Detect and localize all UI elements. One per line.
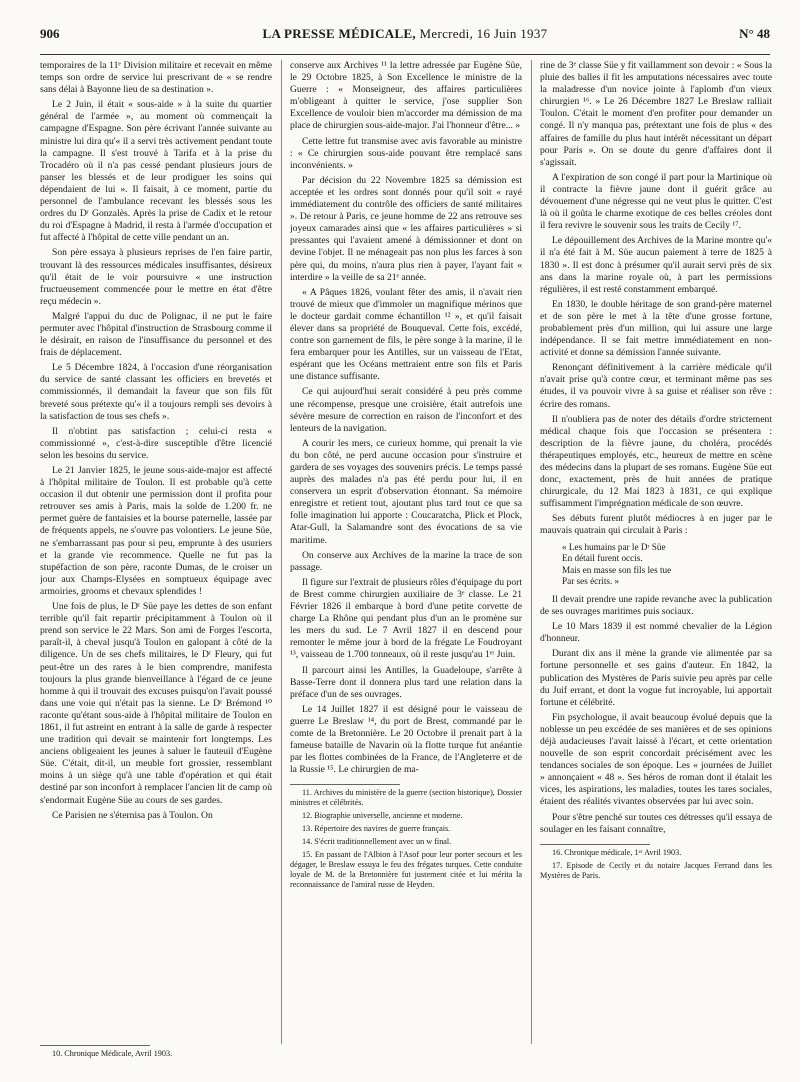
paragraph: Cette lettre fut transmise avec avis favorable au ministre : « Ce chirurgien sous-aide pouvant être remplacé sans inconvénients. » — [290, 135, 522, 171]
paragraph: Durant dix ans il mène la grande vie alimentée par sa fortune personnelle et ses gains d'auteur. En 1842, la publication des Mystères de Paris suivie peu après par celle du Juif errant, et dont la vogue fut incroyable, lui apportait fortune et célébrité. — [540, 648, 772, 708]
verse-line: Par ses écrits. » — [562, 576, 620, 587]
issue-date: Mercredi, 16 Juin 1937 — [419, 26, 548, 41]
page-number: 906 — [40, 26, 60, 41]
paragraph: « A Pâques 1826, voulant fêter des amis, il n'avait rien trouvé de mieux que d'immoler un magnifique mérinos que le docteur gardait comme échantillon ¹² », et qu'il faisait élever dans sa propriété de Bouqueval. Cette fois, excédé, contre son garnement de fils, le père songe à la marine, il le fera embarquer pour les Antilles, sur un vaisseau de l'Etat, espérant que les Océans mettraient entre son fils et Paris une distance suffisante. — [290, 286, 522, 383]
paragraph: Une fois de plus, le Dʳ Süe paye les dettes de son enfant terrible qu'il fait repartir précipitamment à Toulon où il prend son service le 22 Mars. Son ami de Forges l'escorta, paraît-il, à cheval jusqu'à Toulon en galopant à côté de la diligence. Un de ses chefs militaires, le Dʳ Fleury, qui fut peut-être un des rares à le bien comprendre, manifesta toujours la plus grande bienveillance à l'égard de ce jeune homme à qui il trouvait des excuses puisqu'on l'avait poussé dans une voie qui n'était pas la sienne. Le Dʳ Brémond ¹⁰ raconte qu'étant sous-aide à l'hôpital militaire de Toulon en 1861, il fut astreint en entrant à la salle de garde à respecter une tradition qui devait se maintenir fort longtemps. Les anciens obligeaient les jeunes à saluer le fauteuil d'Eugène Süe. C'était, dit-il, un meuble fort grossier, ressemblant moins à un siège qu'à une table d'opération et qui était destiné par son inconfort à remplacer l'ancien lit de camp où s'endormait Eugène Süe au cours de ses gardes. — [40, 601, 272, 806]
paragraph: Pour s'être penché sur toutes ces détresses qu'il essaya de soulager en les faisant connaître, — [540, 811, 772, 835]
paragraph: Le dépouillement des Archives de la Marine montre qu'« il n'a été fait à M. Süe aucun paiement à terre de 1825 à 1830 ». Il est donc à présumer qu'il aurait servi près de six ans dans la marine royale où, à part les permissions régulières, il est resté constamment embarqué. — [540, 235, 772, 295]
verse-line: « Les humains par le Dʳ Süe — [562, 541, 666, 552]
column-3 — [540, 60, 772, 1064]
paragraph: Fin psychologue, il avait beaucoup évolué depuis que la noblesse un peu excédée de ses manières et de ses opinions déjà audacieuses l'avait laissé à l'écart, et cette orientation nouvelle de son esprit concordait précisément avec les tendances sociales de son époque. Les « journées de Juillet » annonçaient « 48 ». Ses héros de roman dont il étalait les vices, les aspirations, les maladies, toutes les tares sociales, étaient des réalités vivantes observées par lui avec soin. — [540, 711, 772, 808]
paragraph: Malgré l'appui du duc de Polignac, il ne put le faire permuter avec l'hôpital d'instruction de Strasbourg comme il le désirait, en raison de l'insuffisance du personnel et des frais de déplacement. — [40, 310, 272, 359]
footnote: 11. Archives du ministère de la guerre (section historique), Dossier ministres et célébrités. — [290, 788, 522, 808]
column-1 — [40, 60, 272, 1064]
paragraph: Il figure sur l'extrait de plusieurs rôles d'équipage du port de Brest comme chirurgien auxiliaire de 3ᵉ classe. Le 21 Février 1826 il embarque à bord d'une petite corvette de charge La Rhône qui pendant plus d'un an le promène sur les mers du sud. Le 7 Avril 1827 il en descend pour remonter le même jour à bord de la frégate Le Foudroyant ¹³, vaisseau de 1.700 tonneaux, où il reste jusqu'au 1ᵉʳ Juin. — [290, 576, 522, 661]
column-divider — [281, 60, 282, 1044]
paragraph: Il parcourt ainsi les Antilles, la Guadeloupe, s'arrête à Basse-Terre dont il donnera plus tard une relation dans la préface d'un de ses ouvrages. — [290, 664, 522, 700]
header-rule — [40, 54, 770, 55]
column-divider — [531, 60, 532, 1044]
verse-line: En détail furent occis. — [562, 553, 643, 564]
paragraph: Ce qui aujourd'hui serait considéré à peu près comme une récompense, presque une croisière, était autrefois une sévère mesure de correction en raison de l'inconfort et des lenteurs de la navigation. — [290, 386, 522, 434]
paragraph: Le 14 Juillet 1827 il est désigné pour le vaisseau de guerre Le Breslaw ¹⁴, du port de Brest, commandé par le comte de la Bretonnière. Le 20 Octobre il prenait part à la fameuse bataille de Navarin où la flotte turque fut anéantie par les flottes combinées de la France, de l'Angleterre et de la Russie ¹⁵. Le chirurgien de ma- — [290, 703, 522, 776]
paragraph: temporaires de la 11ᵉ Division militaire et recevait en même temps son ordre de service lui prescrivant de « se rendre sans délai à Bayonne lieu de sa destination ». — [40, 60, 272, 96]
footnote: 14. S'écrit traditionnellement avec un w final. — [302, 837, 452, 847]
footnote: 16. Chronique médicale, 1ᵉʳ Avril 1903. — [552, 847, 682, 857]
paragraph: A l'expiration de son congé il part pour la Martinique où il contracte la fièvre jaune dont il guérit grâce au dévouement d'une négresse qui ne veut plus le quitter. C'est là où il goûta le charme exotique de ces belles créoles dont il fera revivre le souvenir sous les traits de Cecily ¹⁷. — [540, 171, 772, 232]
article-columns — [40, 60, 770, 1064]
paragraph: Le 2 Juin, il était « sous-aide » à la suite du quartier général de l'armée », au moment où commençait la campagne d'Espagne. Son père écrivant l'année suivante au ministre lui dira qu'« il a servi très activement pendant toute la campagne. Il s'est trouvé à Tarifa et à la prise du Trocadéro où il n'a pas cessé pendant plusieurs jours de panser les blessés et de leur prodiguer les soins qui dépendaient de lui ». Il faisait, à ce moment, partie du personnel de l'ambulance recevant les blessés sous les ordres du Dʳ Gonzalès. Après la prise de Cadix et le retour du roi d'Espagne à Madrid, il resta à l'armée d'occupation et fut affecté à l'hôpital de cette ville pendant un an. — [40, 99, 272, 244]
paragraph: conserve aux Archives ¹¹ la lettre adressée par Eugène Süe, le 29 Octobre 1825, à Son Excellence le ministre de la Guerre : « Monseigneur, des affaires particulières m'obligeant à quitter le service, j'ose supplier Son Excellence de vouloir bien m'accorder ma démission de ma place de chirurgien sous-aide-major. J'ai l'honneur d'être... » — [290, 60, 522, 132]
issue-number: N° 48 — [739, 26, 770, 41]
column-2 — [290, 60, 522, 1064]
page-header — [40, 26, 770, 48]
paragraph: Par décision du 22 Novembre 1825 sa démission est acceptée et les ordres sont donnés pour qu'il soit « rayé immédiatement du contrôle des officiers de santé militaires ». De retour à Paris, ce jeune homme de 22 ans retrouve ses joyeux camarades ainsi que « les affaires particulières » si pressantes qui l'avaient amené à démissionner et dont on devine l'objet. Il ne ménageait pas non plus les farces à son père qui, du moins, n'aura plus rien à payer, l'ayant fait « interdire » la veille de sa 21ᵉ année. — [290, 174, 522, 283]
paragraph: Le 21 Janvier 1825, le jeune sous-aide-major est affecté à l'hôpital militaire de Toulon. Il est probable qu'à cette occasion il dut obtenir une permission dont il profita pour retrouver ses amis à Paris, mais la solde de 1.200 fr. ne permet guère de fantaisies et la bourse paternelle, lassée par de fréquents appels, ne s'ouvre pas volontiers. Le jeune Süe, ne s'embarrassant pas pour si peu, emprunte à des usuriers et la grande vie recommence. Quelle ne fut pas la stupéfaction de son père, raconte Dumas, de le croiser un jour aux Champs-Elysées en somptueux équipage avec armoiries, grooms et chevaux splendides ! — [40, 465, 272, 597]
paragraph: On conserve aux Archives de la marine la trace de son passage. — [290, 549, 522, 573]
footnote: 13. Répertoire des navires de guerre français. — [302, 824, 451, 834]
verse-line: Mais en masse son fils les tue — [562, 564, 672, 575]
journal-title — [40, 26, 770, 42]
paragraph: Il n'oubliera pas de noter des détails d'ordre strictement médical chaque fois que l'occasion se présentera : description de la fièvre jaune, du choléra, procédés thérapeutiques employés, etc., heureux de mettre en scène des médecins dans la plupart de ses romans. Eugène Süe eut donc, exactement, près de huit années de pratique chirurgicale, du 12 Mai 1823 à 1831, ce qui explique suffisamment l'imprégnation médicale de son œuvre. — [540, 413, 772, 510]
paragraph: A courir les mers, ce curieux homme, qui prenait la vie du bon côté, ne perd aucune occasion pour s'instruire et gardera de ses voyages des souvenirs précis. Le temps passé auprès des malades n'a pas été perdu pour lui, il en conservera un esprit d'observation étonnant. Sa mémoire enregistre et retient tout, ajoutant plus tard tout ce que sa folle imagination lui apporte : Coucaratcha, Plick et Plock, Atar-Gull, la Salamandre sont des évocations de sa vie maritime. — [290, 437, 522, 546]
paragraph: En 1830, le double héritage de son grand-père maternel et de son père le met à la tête d'une grosse fortune, probablement près d'un million, qui lui assure une large indépendance. Il se fait mettre immédiatement en non-activité et donne sa démission l'année suivante. — [540, 298, 772, 359]
paragraph: Ce Parisien ne s'éternisa pas à Toulon. On — [52, 809, 213, 821]
paragraph: Ses débuts furent plutôt médiocres à en juger par le mauvais quatrain qui circulait à Paris : — [540, 513, 772, 537]
paragraph: Renonçant définitivement à la carrière médicale qu'il n'avait prise qu'à contre cœur, et terminant même pas ses études, il va pouvoir vivre à sa guise et réaliser son rêve : écrire des romans. — [540, 362, 772, 410]
paragraph: Le 10 Mars 1839 il est nommé chevalier de la Légion d'honneur. — [540, 621, 772, 645]
paragraph: Il n'obtint pas satisfaction ; celui-ci resta « commissionné », c'est-à-dire susceptible d'être licencié selon les besoins du service. — [40, 425, 272, 461]
footnote: 15. En passant de l'Albion à l'Asof pour leur porter secours et les dégager, le Breslaw essuya le feu des frégates turques. Cette conduite loyale de M. de la Bretonnière fut justement citée et lui mérita la reconnaissance de l'amiral russe de Heyden. — [290, 850, 522, 890]
paragraph: Il devait prendre une rapide revanche avec la publication de ses ouvrages maritimes puis sociaux. — [540, 593, 772, 618]
journal-name: LA PRESSE MÉDICALE, — [262, 26, 416, 41]
paragraph: rine de 3ᵉ classe Süe y fit vaillamment son devoir : « Sous la pluie des balles il fit les amputations nécessaires avec toute la maladresse d'un novice jointe à l'aplomb d'un vieux chirurgien ¹⁶. » Le 26 Décembre 1827 Le Breslaw ralliait Toulon. C'était le moment d'en profiter pour demander un congé. Il n'y manqua pas, prétextant une fois de plus « des affaires de famille du plus haut intérêt nécessitant un départ pour Paris ». On se doute du genre d'affaires dont il s'agissait. — [540, 60, 772, 168]
quatrain — [562, 542, 772, 588]
paragraph: Son père essaya à plusieurs reprises de l'en faire partir, trouvant là des ressources médicales insuffisantes, désireux qu'il était de le voir poursuivre « une instruction fructueusement commencée pour le mettre en état d'être reçu médecin ». — [40, 247, 272, 307]
footnote: 17. Episode de Cecily et du notaire Jacques Ferrand dans les Mystères de Paris. — [540, 860, 772, 880]
paragraph: Le 5 Décembre 1824, à l'occasion d'une réorganisation du service de santé classant les officiers en brevetés et commissionnés, il demandait la faveur que son fils fût breveté sous prétexte qu'« il a toujours rempli ses devoirs à la satisfaction de tous ses chefs ». — [40, 362, 272, 422]
footnote: 10. Chronique Médicale, Avril 1903. — [52, 1049, 173, 1058]
footnote: 12. Biographie universelle, ancienne et moderne. — [302, 811, 463, 821]
footnotes — [40, 1037, 272, 1062]
